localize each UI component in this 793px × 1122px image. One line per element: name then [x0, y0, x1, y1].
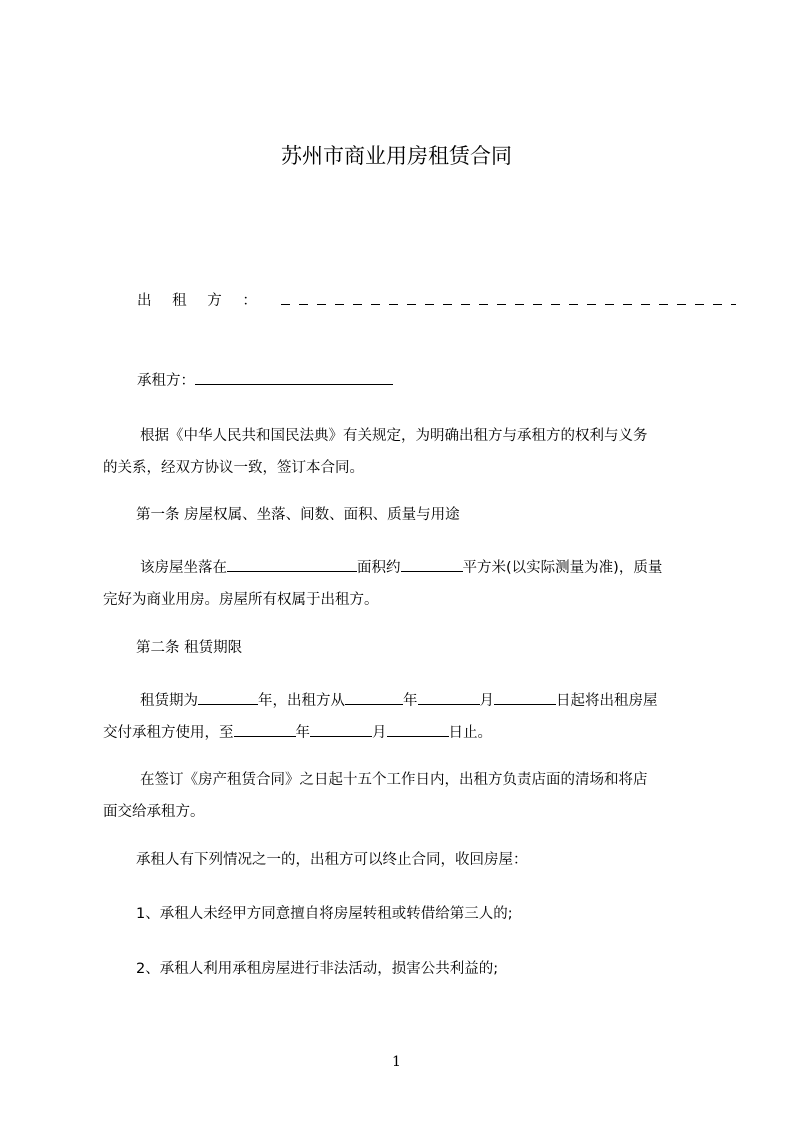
term-text-a: 租赁期为 — [140, 693, 198, 709]
page-number: 1 — [392, 1054, 401, 1070]
start-month-blank — [418, 690, 480, 705]
term-years-blank — [198, 690, 258, 705]
handover-paragraph — [103, 764, 703, 828]
start-day-blank — [494, 690, 556, 705]
lessee-line — [137, 370, 737, 392]
lessor-label: 出 租 方 ： — [137, 293, 265, 309]
article-1-line-2: 完好为商业用房。房屋所有权属于出租方。 — [103, 592, 379, 608]
article-1-paragraph — [103, 552, 703, 616]
lessee-blank — [195, 370, 393, 385]
term-text-d: 月 — [479, 693, 494, 709]
end-year-blank — [234, 722, 296, 737]
end-month-blank — [310, 722, 372, 737]
term-text-e: 日起将出租房屋 — [556, 693, 658, 709]
article-2-paragraph — [103, 685, 703, 749]
lessee-label: 承租方： — [137, 373, 195, 389]
termination-item-1: 1、承租人未经甲方同意擅自将房屋转租或转借给第三人的; — [136, 906, 513, 922]
article-1-text-a: 该房屋坐落在 — [140, 560, 227, 576]
lessor-blank — [281, 291, 736, 305]
term-text-b: 年，出租方从 — [258, 693, 345, 709]
term-text-i: 日止。 — [448, 725, 492, 741]
end-day-blank — [387, 722, 449, 737]
start-year-blank — [345, 690, 403, 705]
intro-line-2: 的关系，经双方协议一致，签订本合同。 — [103, 460, 364, 476]
area-blank — [401, 557, 463, 572]
article-1-text-c: 平方米(以实际测量为准)，质量 — [462, 560, 663, 576]
article-1-text-b: 面积约 — [357, 560, 401, 576]
location-blank — [227, 557, 357, 572]
handover-line-1: 在签订《房产租赁合同》之日起十五个工作日内，出租方负责店面的清场和将店 — [140, 772, 648, 788]
article-1-heading: 第一条 房屋权属、坐落、间数、面积、质量与用途 — [136, 507, 460, 523]
document-title: 苏州市商业用房租赁合同 — [281, 144, 512, 168]
term-text-f: 交付承租方使用，至 — [103, 725, 234, 741]
handover-line-2: 面交给承租方。 — [103, 804, 205, 820]
termination-item-2: 2、承租人利用承租房屋进行非法活动，损害公共利益的; — [136, 961, 499, 977]
article-2-heading: 第二条 租赁期限 — [136, 640, 243, 656]
termination-intro: 承租人有下列情况之一的，出租方可以终止合同，收回房屋： — [136, 852, 528, 868]
intro-paragraph — [103, 420, 703, 484]
term-text-c: 年 — [403, 693, 418, 709]
term-text-h: 月 — [372, 725, 387, 741]
intro-line-1: 根据《中华人民共和国民法典》有关规定，为明确出租方与承租方的权利与义务 — [140, 428, 648, 444]
lessor-line — [137, 290, 737, 312]
term-text-g: 年 — [295, 725, 310, 741]
